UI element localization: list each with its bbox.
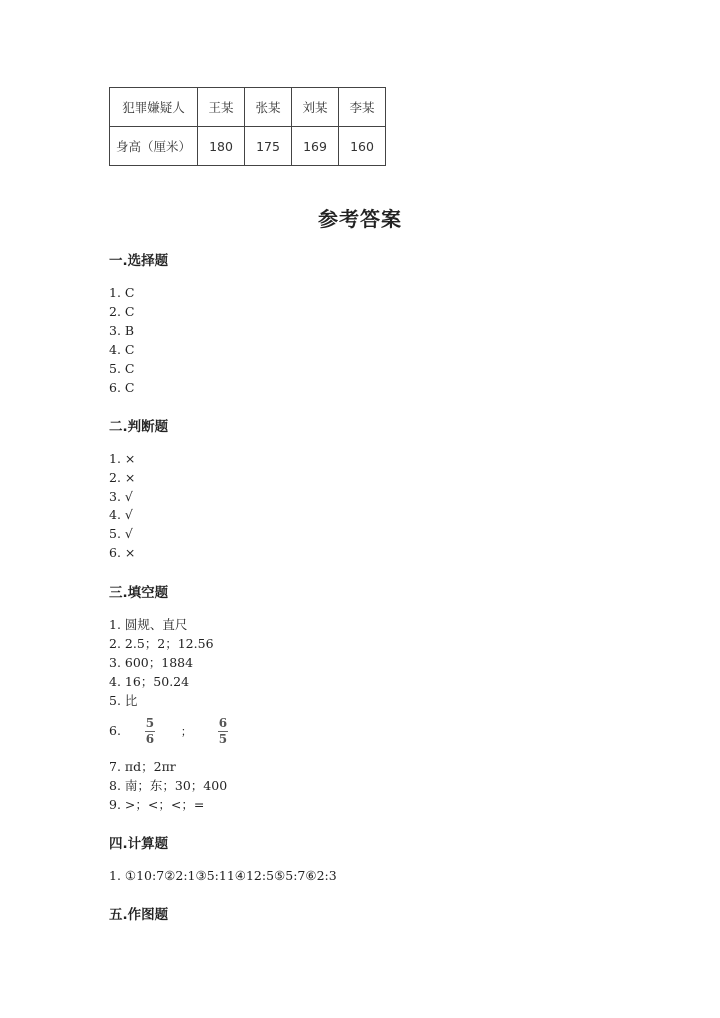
table-cell: 169: [292, 127, 339, 166]
table-cell: 李某: [339, 88, 386, 127]
list-item: 2. 2.5；2；12.56: [109, 636, 214, 651]
table-row: [110, 127, 386, 166]
section-heading: 五.作图题: [109, 907, 169, 923]
list-item: 1. ①10:7②2:1③5:11④12:5⑤5:7⑥2:3: [109, 868, 337, 883]
list-item: 2. C: [109, 304, 135, 319]
section-heading: 二.判断题: [109, 419, 169, 435]
fraction-numerator: 6: [218, 716, 228, 730]
fraction-numerator: 5: [145, 716, 155, 730]
fraction-denominator: 6: [145, 732, 155, 746]
separator: ；: [180, 725, 192, 738]
list-item: 3. 600；1884: [109, 655, 194, 670]
list-item: 5. 比: [109, 693, 138, 708]
table-row: [110, 88, 386, 127]
table-cell: 张某: [245, 88, 292, 127]
list-item: 4. √: [109, 507, 133, 522]
list-item: 3. √: [109, 489, 133, 504]
list-item: 1. C: [109, 285, 135, 300]
list-item: 1. 圆规、直尺: [109, 617, 188, 632]
list-item: 9. >；<；<；=: [109, 797, 205, 812]
fraction-denominator: 5: [218, 732, 228, 746]
table-cell: 刘某: [292, 88, 339, 127]
suspect-height-table: [109, 87, 386, 166]
table-cell: 175: [245, 127, 292, 166]
fraction-5-6: [145, 717, 155, 746]
section-heading: 三.填空题: [109, 585, 169, 601]
list-item: 1. ×: [109, 451, 136, 466]
list-item: 2. ×: [109, 470, 136, 485]
table-cell: 身高（厘米）: [110, 127, 198, 166]
section-heading: 四.计算题: [109, 836, 169, 852]
list-item-fractions: [109, 716, 228, 747]
page-title: 参考答案: [318, 207, 402, 231]
section-heading: 一.选择题: [109, 253, 169, 269]
list-item: 4. C: [109, 342, 135, 357]
list-item: 6. C: [109, 380, 135, 395]
fraction-6-5: [218, 717, 228, 746]
table-cell: 犯罪嫌疑人: [110, 88, 198, 127]
list-item: 5. C: [109, 361, 135, 376]
table-cell: 180: [198, 127, 245, 166]
list-item: 4. 16；50.24: [109, 674, 190, 689]
item-number: 6.: [109, 723, 121, 738]
list-item: 5. √: [109, 526, 133, 541]
list-item: 8. 南；东；30；400: [109, 778, 228, 793]
list-item: 7. πd；2πr: [109, 759, 176, 774]
table-cell: 160: [339, 127, 386, 166]
list-item: 3. B: [109, 323, 135, 338]
table-cell: 王某: [198, 88, 245, 127]
list-item: 6. ×: [109, 545, 136, 560]
